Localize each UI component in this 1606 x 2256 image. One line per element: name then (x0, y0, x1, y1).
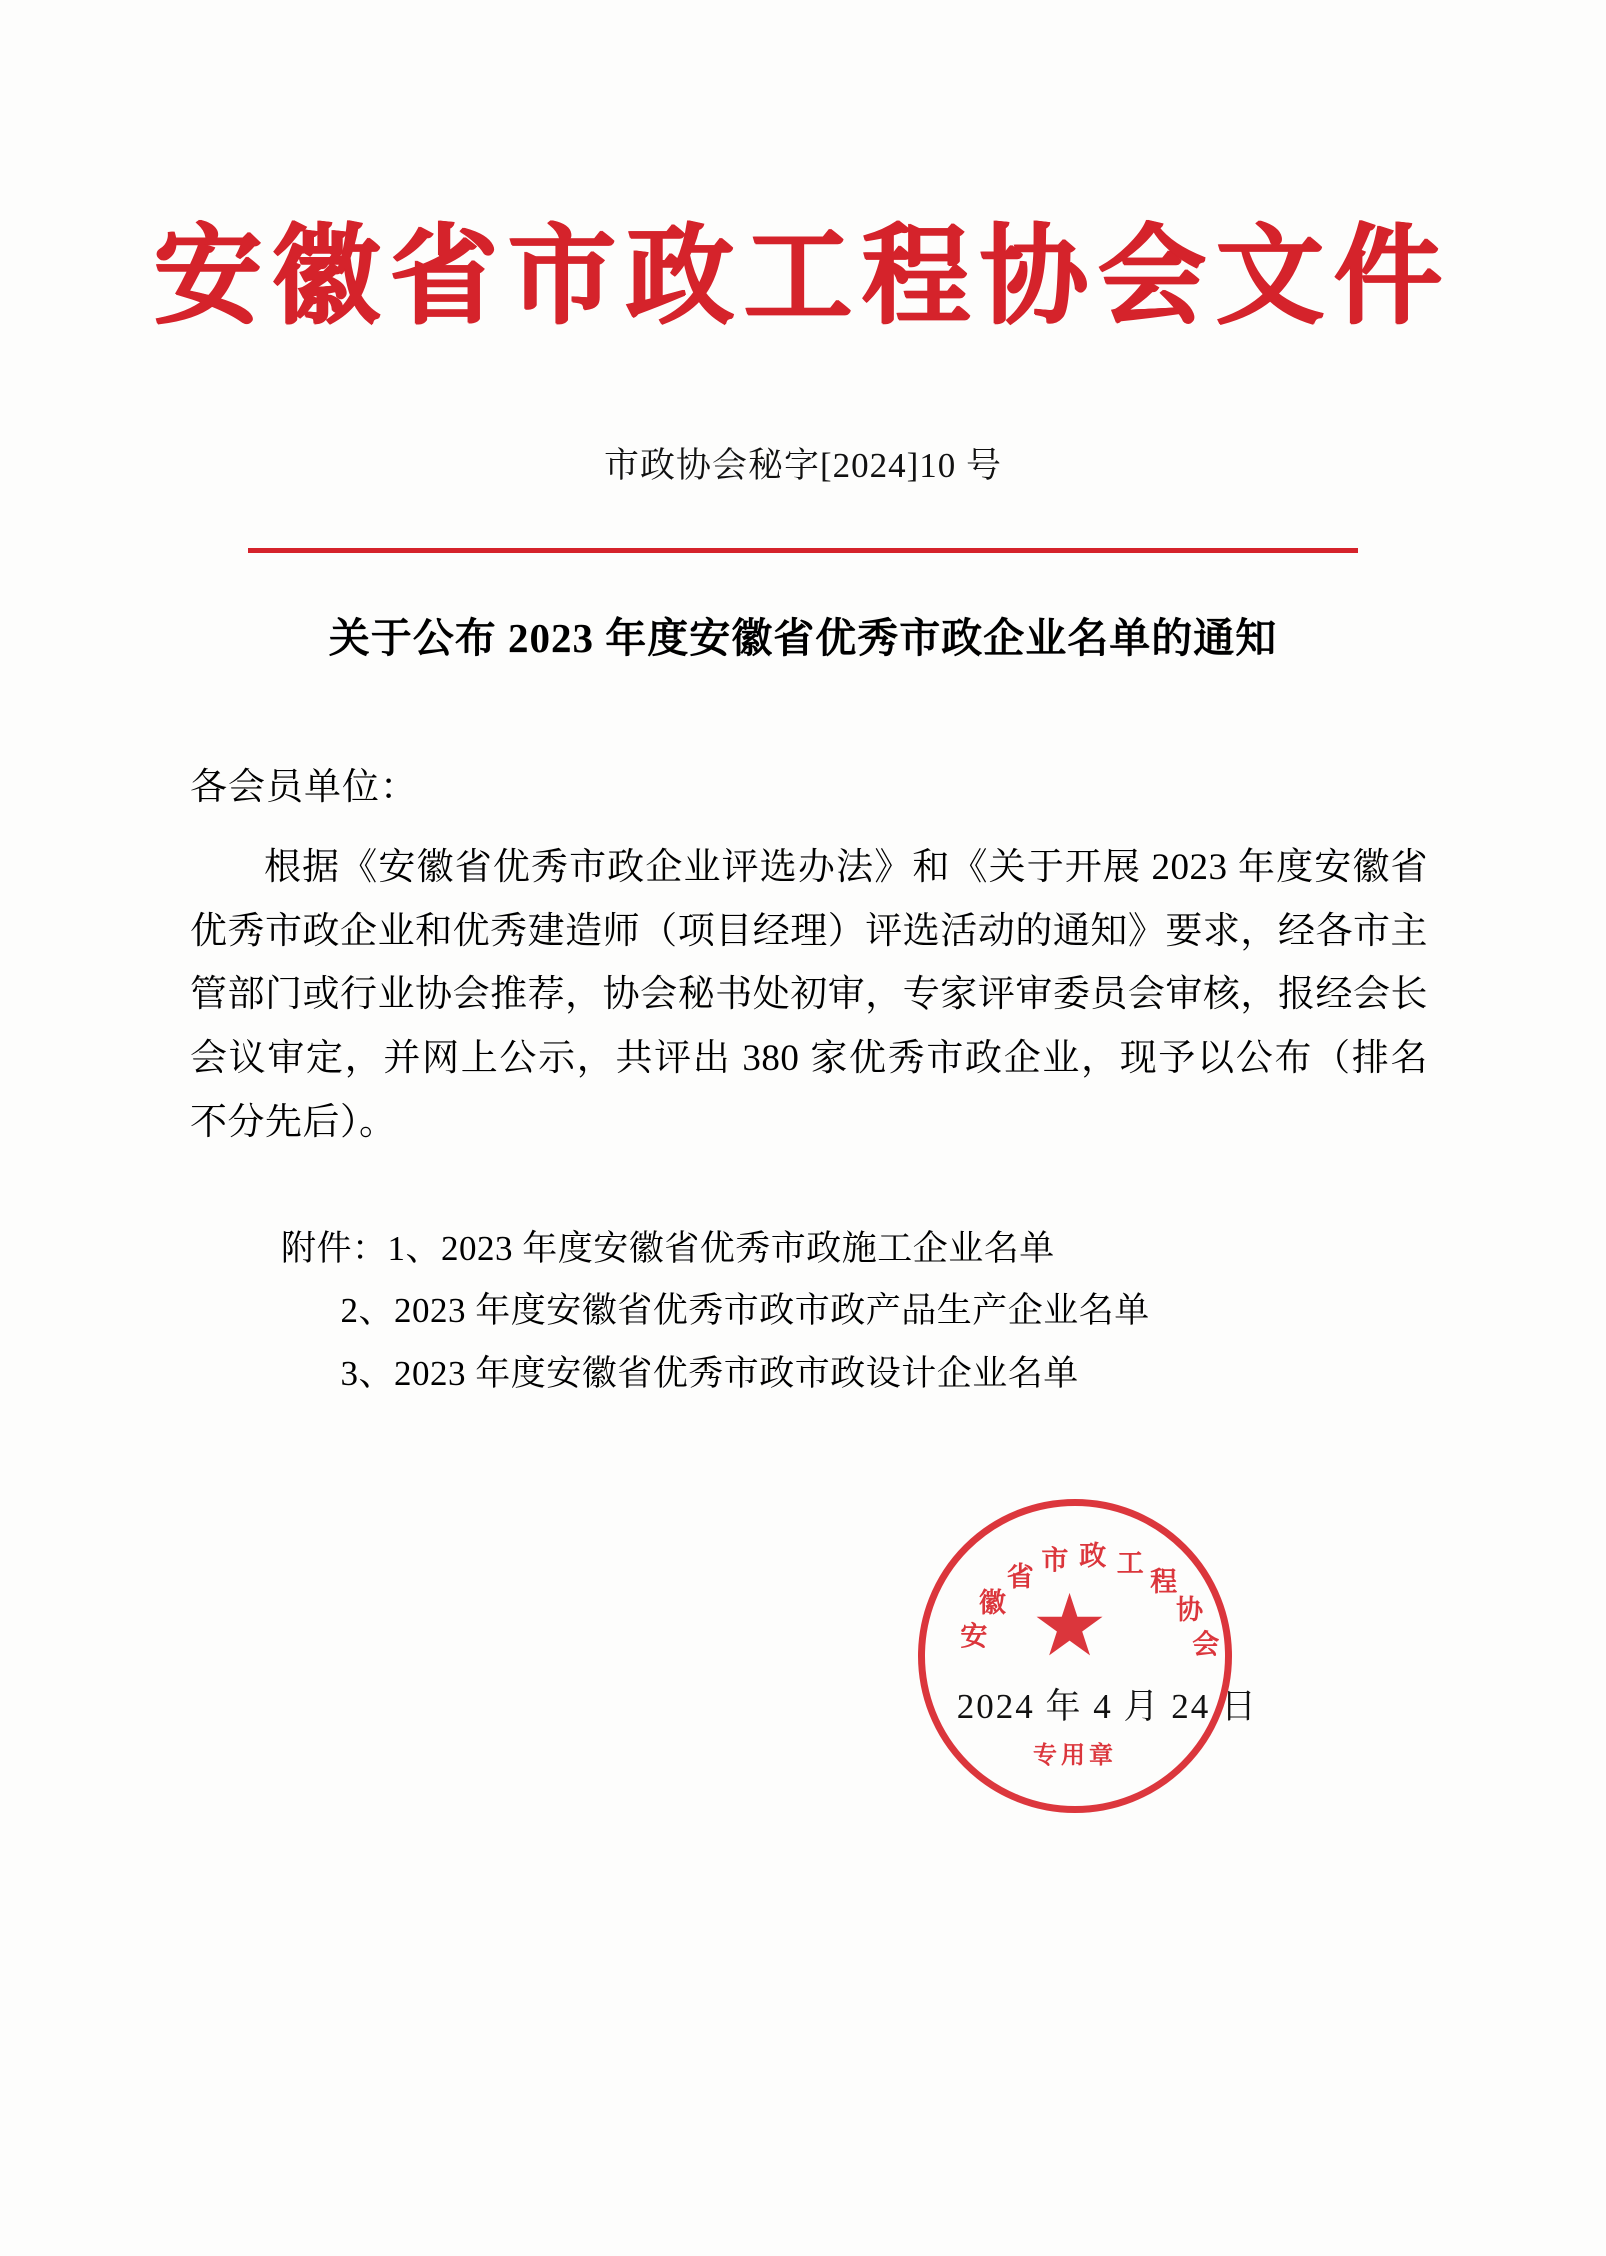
signature-area (190, 1491, 1428, 1821)
document-title: 关于公布 2023 年度安徽省优秀市政企业名单的通知 (328, 615, 1278, 661)
red-divider-rule (248, 548, 1358, 553)
attachment-item: 2、2023 年度安徽省优秀市政市政产品生产企业名单 (340, 1291, 1150, 1331)
attachment-item: 3、2023 年度安徽省优秀市政市政设计企业名单 (340, 1353, 1079, 1393)
document-body (178, 756, 1428, 1821)
salutation: 各会员单位： (190, 767, 418, 808)
document-header (0, 0, 1606, 339)
seal-bottom-text: 专用章 (1033, 1743, 1117, 1770)
document-date: 2024 年 4 月 24 日 (956, 1687, 1258, 1727)
seal-ring-text: 安 徽 省 市 政 工 程 协 会 (960, 1541, 1220, 1661)
body-paragraph: 根据《安徽省优秀市政企业评选办法》和《关于开展 2023 年度安徽省优秀市政企业和优秀建造师（项目经理）评选活动的通知》要求，经各市主管部门或行业协会推荐，协会秘书处初审，专家评审委员会审核，报经会长会议审定，并网上公示，共评出 380 家优秀市政企业，现予以公布（排名不分先后）。 (190, 847, 1428, 1143)
attachment-list (190, 1218, 1428, 1405)
official-seal-stamp (918, 1499, 1232, 1813)
issuing-organization-title: 安徽省市政工程协会文件 (153, 213, 1452, 339)
attachment-item: 附件：1、2023 年度安徽省优秀市政施工企业名单 (281, 1229, 1055, 1269)
document-number: 市政协会秘字[2024]10 号 (603, 446, 1003, 485)
